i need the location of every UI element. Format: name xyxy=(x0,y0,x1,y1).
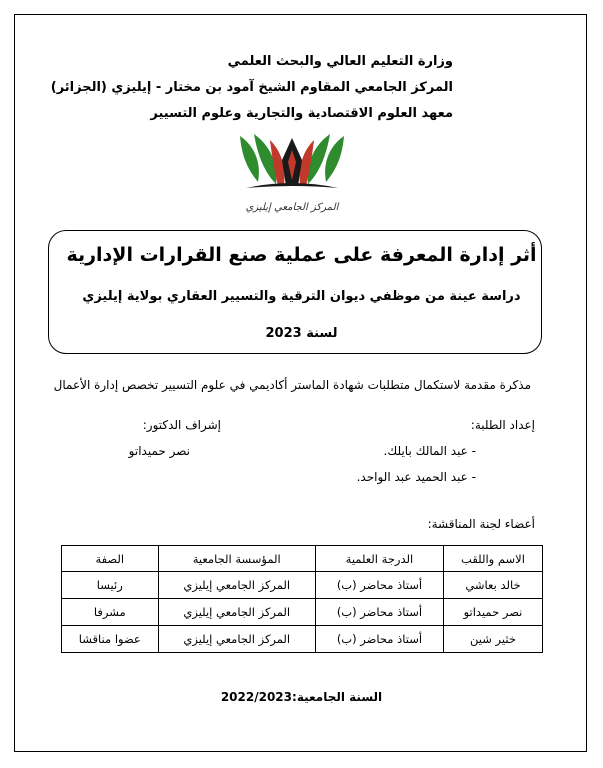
column-header-rank: الدرجة العلمية xyxy=(315,546,443,572)
student-name: - عبد الحميد عبد الواحد. xyxy=(356,470,476,484)
table-row xyxy=(62,572,543,599)
institute-name: معهد العلوم الاقتصادية والتجارية وعلوم التسيير xyxy=(150,106,453,121)
memo-statement: مذكرة مقدمة لاستكمال متطلبات شهادة الماستر أكاديمي في علوم التسيير تخصص إدارة الأعمال xyxy=(53,378,531,392)
thesis-year: لسنة 2023 xyxy=(265,326,338,341)
member-rank: أستاذ محاضر (ب) xyxy=(315,599,443,626)
member-name: نصر حميداتو xyxy=(443,599,542,626)
member-institution: المركز الجامعي إيليزي xyxy=(158,572,315,599)
thesis-title: أثر إدارة المعرفة على عملية صنع القرارات الإدارية xyxy=(66,244,537,266)
column-header-institution: المؤسسة الجامعية xyxy=(158,546,315,572)
member-role: مشرفا xyxy=(62,599,159,626)
university-center-name: المركز الجامعي المقاوم الشيخ آمود بن مختار - إيليزي (الجزائر) xyxy=(50,80,453,95)
column-header-role: الصفة xyxy=(62,546,159,572)
supervisor-label: إشراف الدكتور: xyxy=(142,418,221,432)
member-institution: المركز الجامعي إيليزي xyxy=(158,626,315,653)
member-rank: أستاذ محاضر (ب) xyxy=(315,572,443,599)
member-name: خالد بعاشي xyxy=(443,572,542,599)
member-rank: أستاذ محاضر (ب) xyxy=(315,626,443,653)
member-role: رئيسا xyxy=(62,572,159,599)
jury-label: أعضاء لجنة المناقشة: xyxy=(427,517,535,531)
ministry-name: وزارة التعليم العالي والبحث العلمي xyxy=(227,54,453,69)
supervisor-name: نصر حميداتو xyxy=(128,444,190,458)
table-row xyxy=(62,599,543,626)
member-name: خثير شين xyxy=(443,626,542,653)
jury-table xyxy=(61,545,543,653)
jury-table-header xyxy=(62,546,543,572)
column-header-name: الاسم واللقب xyxy=(443,546,542,572)
member-role: عضوا مناقشا xyxy=(62,626,159,653)
logo-caption: المركز الجامعي إيليزي xyxy=(245,202,339,213)
table-row xyxy=(62,626,543,653)
student-name: - عبد المالك بايلك. xyxy=(383,444,476,458)
academic-year: السنة الجامعية:2022/2023 xyxy=(220,690,383,704)
university-logo xyxy=(232,130,352,222)
thesis-subtitle: دراسة عينة من موظفي ديوان الترقية والتسيير العقاري بولاية إيليزي xyxy=(82,289,521,304)
logo-emblem xyxy=(240,134,344,188)
member-institution: المركز الجامعي إيليزي xyxy=(158,599,315,626)
students-label: إعداد الطلبة: xyxy=(470,418,535,432)
